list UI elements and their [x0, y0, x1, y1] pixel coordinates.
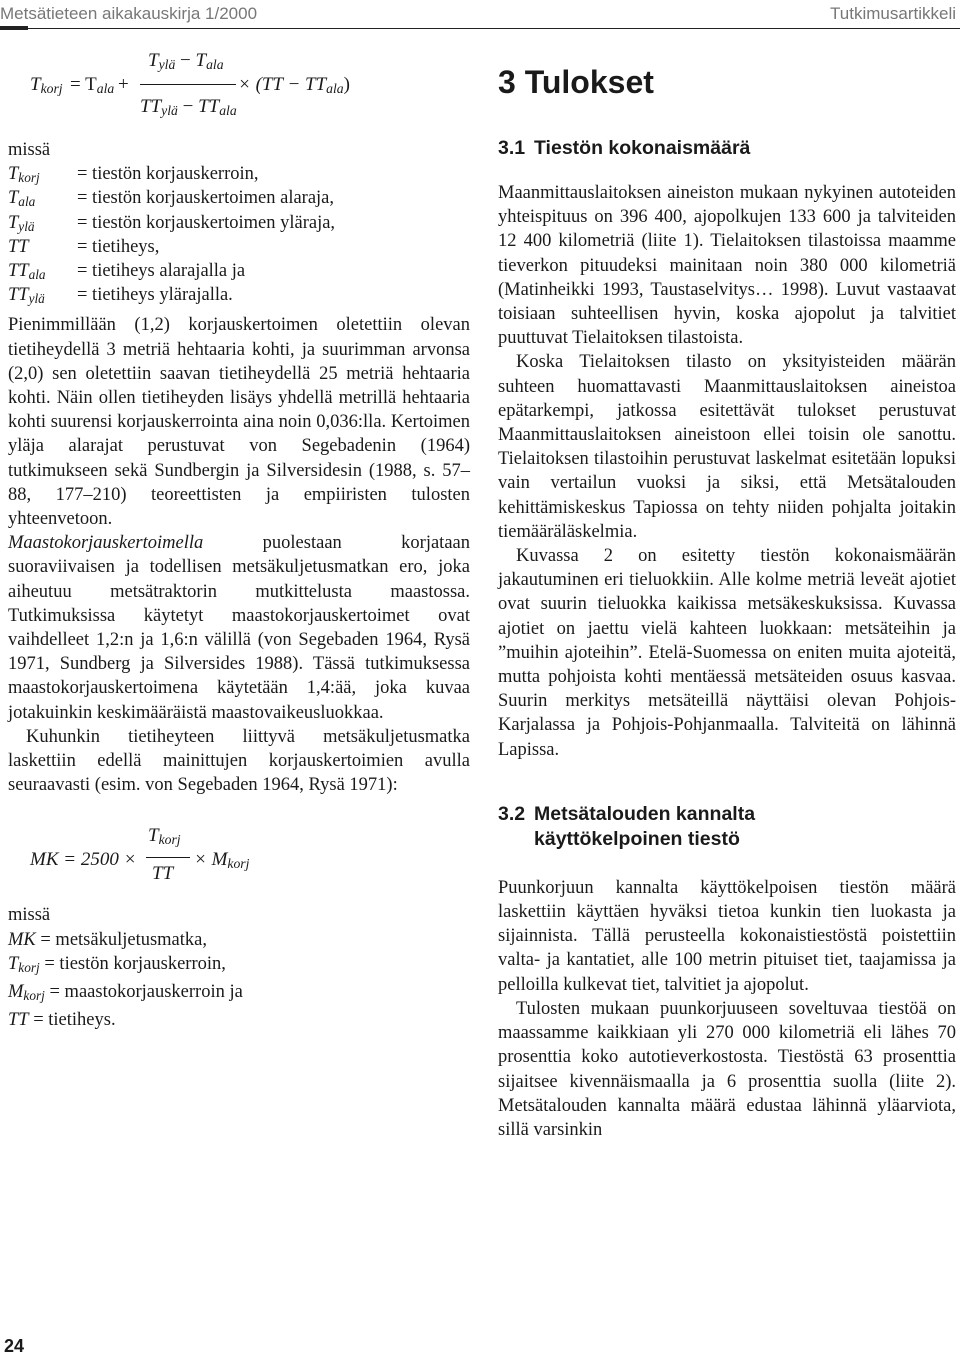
- definition-list-2: [8, 928, 470, 1033]
- definition-row: $M_{korj}$ = maastokorjauskerroin ja: [8, 982, 243, 1003]
- definition-row: $T_{korj}$ = tiestön korjauskerroin,: [8, 953, 226, 975]
- right-column: [498, 40, 956, 1142]
- paragraph-data-source: Koska Tielaitoksen tilasto on yksityisteiden määrän suhteen huomattavasti Maanmittauslaitoksen aineistoa epätarkempi, jatkossa esitettävät tulokset perustuvat Maanmittauslaitoksen aineistoon ellei toisin ole sanottu. Tielaitoksen tilastoihin perustuvat laskelmat esitetään lopuksi vain vertailun vuoksi ja siksi, että Metsätalouden kehittämiskeskus Tapiossa on tehty niiden pohjalta joitakin tiemääräläskelmia.: [498, 352, 956, 542]
- journal-title: Metsätieteen aikakauskirja 1/2000: [0, 4, 258, 23]
- definition-row: $T_{ylä}$ = tiestön korjauskertoimen yläraja,: [8, 212, 336, 234]
- paragraph-usable-roads: Puunkorjuun kannalta käyttökelpoisen tiestön määrä laskettiin käyttäen hyväksi tietoa kunkin tien luokasta ja sijainnista. Tällä perusteella kokonaistiestöstä poistettiin valta- ja kantatiet, alle 100 metrin pituiset tiet, taajamissa ja pelloilla kulkevat tiet, talvitiet ja ajopolut.: [498, 877, 956, 995]
- definition-row: $TT_{ylä}$ = tietiheys ylärajalla.: [8, 285, 233, 307]
- article-type: Tutkimusartikkeli: [830, 4, 956, 23]
- section-heading-results: 3 Tulokset: [498, 64, 654, 100]
- definition-row: TT = tietiheys.: [8, 1010, 116, 1031]
- definition-row: $T_{ala}$ = tiestön korjauskertoimen alaraja,: [8, 188, 335, 210]
- correction-formula: $T_{korj}$ = $T_{ala}$ + $T_{ylä} - T_{ala}$ $TT_{ylä} - TT_{ala}$ × $(TT - TT_{ala})$: [30, 50, 350, 118]
- subsection-heading-3-2: 3.2 Metsätalouden kannalta käyttökelpoinen tiestö: [498, 802, 756, 850]
- paragraph-terrain-factor: Maastokorjauskertoimella puolestaan korjataan suoraviivaisen ja todellisen metsäkuljetusmatkan ero, joka aiheutuu metsätraktorin mutkittelusta maastossa. Tutkimuksissa käytetyt maastokorjauskertoimet ovat vaihdelleet 1,2:n ja 1,6:n välillä (von Segebaden 1964, Rysä 1971, Sundberg ja Silversides 1988). Tässä tutkimuksessa maastokorjauskertoimena käytetään 1,4:ää, joka kuvaa jotakuinkin keskimääräistä maastovaikeusluokkaa.: [8, 533, 470, 723]
- paragraph-road-classes: Kuvassa 2 on esitetty tiestön kokonaismäärän jakautuminen eri tieluokkiin. Alle kolme metriä leveät ajotiet ovat suurin tieluokka kaikissa metsäkeskuksissa. Kuvassa ajotiet on jaettu vielä kahteen luokkaan: metsäteihin ja ”muihin ajoteihin”. Etelä-Suomessa on eniten muita ajoteitä, mutta pohjoista kohti mentäessä metsäteiden osuus kasvaa. Suurin merkitys metsäteillä näyttäisi olevan Pohjois-Karjalassa ja Pohjois-Pohjanmaalla. Talviteitä on lähinnä Lapissa.: [498, 546, 956, 760]
- running-header: [0, 0, 960, 30]
- paragraph-usable-results: Tulosten mukaan puunkorjuuseen soveltuvaa tiestöä on maassamme kaikkiaan yli 270 000 kilometriä eli lähes 70 prosenttia koko autotieverkostosta. Tiestöstä 63 prosenttia sijaitsee kivennäismaalla ja 6 prosenttia suolla (liite 2). Metsätalouden kannalta määrä edustaa lähinnä yläarviota, sillä varsinkin: [498, 998, 956, 1140]
- definition-list-1: [8, 162, 470, 307]
- paragraph-distance-calc: Kuhunkin tietiheyteen liittyvä metsäkuljetusmatka laskettiin edellä mainittujen korjauskertoimien avulla seuraavasti (esim. von Segebaden 1964, Rysä 1971):: [8, 726, 470, 796]
- subsection-heading-3-1: 3.1 Tiestön kokonaismäärä: [498, 137, 751, 159]
- where-label-2: missä: [8, 905, 51, 926]
- definition-row: $TT_{ala}$ = tietiheys alarajalla ja: [8, 260, 246, 282]
- where-label-1: missä: [8, 140, 51, 160]
- paragraph-road-length: Maanmittauslaitoksen aineiston mukaan nykyinen autoteiden yhteispituus on 396 400, ajopolkujen 133 600 ja talviteiden 12 400 kilometriä (liite 1). Tielaitoksen tilastoissa maamme tieverkon pituudeksi mainitaan noin 380 000 kilometriä (Matinheikki 1993, Taustaselvitys… 1998). Luvut vastaavat toisiaan suhteellisen hyvin, koska ajopolut ja talvitiet puuttuvat Tielaitoksen tilastoista.: [498, 183, 956, 349]
- definition-row: TT = tietiheys,: [8, 236, 160, 257]
- distance-formula: MK = 2500 × $T_{korj}$ TT × $M_{korj}$: [30, 825, 250, 885]
- definition-row: MK = metsäkuljetusmatka,: [8, 929, 207, 950]
- fraction-bar: [146, 857, 190, 858]
- paragraph-correction-limits: Pienimmillään (1,2) korjauskertoimen oletettiin olevan tietiheydellä 3 metriä hehtaaria kohti, ja suurimman arvonsa (2,0) sen oletettiin saavan tietiheydellä 25 metriä hehtaaria kohti. Näin ollen tietiheyden lisäys yhdellä metrillä hehtaaria kohti suurensi korjauskerrointa aina noin 0,036:lla. Kertoimen yläja alarajat perustuvat von Segebadenin (1964) tutkimukseen sekä Sundbergin ja Silversidesin (1988, s. 57–88, 177–210) teoreettisten ja empiiristen tulosten yhteenvetoon.: [8, 315, 470, 529]
- header-rule: [0, 28, 960, 29]
- definition-row: $T_{korj}$ = tiestön korjauskerroin,: [8, 164, 259, 186]
- left-column: [8, 40, 470, 1032]
- fraction-bar: [140, 84, 236, 85]
- page-number: 24: [4, 1336, 25, 1356]
